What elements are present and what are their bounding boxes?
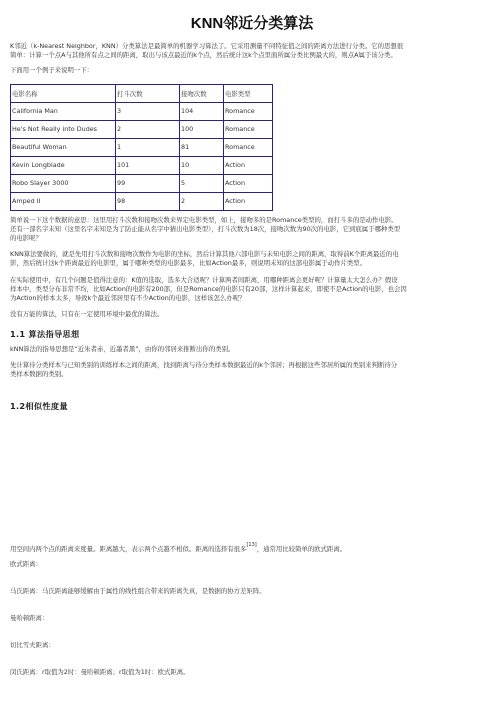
mahalanobis-label: 马氏距离：马氏距离能够缓解由于属性的线性组合带来的距离失真，是数据的协方差矩阵。	[10, 587, 266, 595]
similarity-paragraph	[10, 542, 347, 554]
similarity-text: 用空间内两个点的距离来度量。距离越大，表示两个点越不相似。距离的选择有很多	[10, 545, 247, 553]
table-row	[11, 102, 273, 120]
euclidean-label: 欧式距离：	[10, 560, 42, 568]
manhattan-label: 曼哈顿距离：	[10, 614, 49, 622]
table-row	[11, 120, 273, 138]
table-cell: Action	[224, 192, 273, 210]
table-cell: 100	[180, 120, 224, 138]
intro-line: K邻近（k-Nearest Neighbor，KNN）分类算法是最简单的机器学习算法了。它采用测量不同特征值之间的距离方法进行分类。它的思想很	[10, 42, 404, 50]
issues-line: 为Action的样本太多，导致k个最近邻居里有不少Action的电影，这样该怎么办呢？	[10, 294, 246, 303]
explain-paragraph	[10, 216, 494, 244]
explain-line: 简单说一下这个数据的意思：这里用打斗次数和接吻次数来界定电影类型，如上，接吻多的是Romance类型的，而打斗多的是动作电影。	[10, 215, 398, 224]
table-cell: Beautiful Woman	[11, 138, 116, 156]
table-cell: 10	[180, 156, 224, 174]
table-row	[11, 138, 273, 156]
table-cell: Action	[224, 156, 273, 174]
explain-line: 还有一部名字未知（这里名字未知是为了防止能从名字中猜出电影类型），打斗次数为18次，接吻次数为90次的电影，它到底属于哪种类型	[10, 224, 401, 233]
movie-table	[10, 84, 273, 211]
table-header-row	[11, 84, 273, 102]
table-cell: 1	[116, 138, 180, 156]
issues-line: 在实际使用中，有几个问题是值得注意的：K值的选取，选多大合适呢？计算两者间距离，用哪种距离会更好呢？计算量太大怎么办？假设	[10, 275, 398, 284]
table-cell: He's Not Really into Dudes	[11, 120, 116, 138]
similarity-text-end: ，通常用比较简单的欧式距离。	[256, 545, 347, 553]
table-cell: 104	[180, 102, 224, 120]
table-cell: Romance	[224, 138, 273, 156]
section1-paragraph-2	[10, 361, 494, 379]
table-cell: 99	[116, 174, 180, 192]
knn-task-line: 影，然后统计这k个距离最近的电影里，属于哪种类型的电影最多，比如Action最多，则说明未知的这部电影属于动作片类型。	[10, 259, 367, 268]
explain-line: 的电影呢？	[10, 234, 42, 243]
table-cell: 5	[180, 174, 224, 192]
table-cell: 2	[116, 120, 180, 138]
table-cell: Romance	[224, 102, 273, 120]
chebyshev-label: 切比雪夫距离：	[10, 641, 55, 649]
table-cell: 101	[116, 156, 180, 174]
page-title: KNN邻近分类算法	[190, 15, 314, 32]
table-cell: Romance	[224, 120, 273, 138]
knn-task-line: KNN算法要做的，就是先用打斗次数和接吻次数作为电影的坐标，然后计算其他六部电影与未知电影之间的距离，取得前K个距离最近的电	[10, 250, 399, 259]
knn-task-paragraph	[10, 250, 494, 268]
no-universal-paragraph: 没有万能的算法，只有在一定使用环境中最优的算法。	[10, 310, 164, 319]
table-cell: California Man	[11, 102, 116, 120]
table-cell: 3	[116, 102, 180, 120]
issues-line: 样本中，类型分布非常不均，比如Action的电影有200部，但是Romance的电影只有20部，这样计算起来，即使不是Action的电影，也会因	[10, 284, 407, 293]
table-cell: 81	[180, 138, 224, 156]
intro-paragraph	[10, 42, 494, 60]
table-cell: 2	[180, 192, 224, 210]
table-cell: Action	[224, 174, 273, 192]
section-heading-1-2: 1.2相似性度量	[10, 401, 68, 412]
table-cell: 98	[116, 192, 180, 210]
example-intro: 下面用一个例子来说明一下：	[10, 66, 94, 75]
issues-paragraph	[10, 276, 494, 304]
table-row	[11, 192, 273, 210]
table-row	[11, 156, 273, 174]
table-cell: Amped II	[11, 192, 116, 210]
table-header-cell: 电影名称	[11, 84, 116, 102]
minkowski-label: 闵氏距离：r取值为2时：曼哈顿距离；r取值为1时：欧式距离。	[10, 668, 190, 676]
citation-link[interactable]: [13]	[246, 542, 257, 548]
table-row	[11, 174, 273, 192]
table-header-cell: 打斗次数	[116, 84, 180, 102]
section1-paragraph: kNN算法的指导思想是“近朱者赤，近墨者黑”，由你的邻居来推断出你的类别。	[10, 345, 235, 354]
section1-line: 先计算待分类样本与已知类别的训练样本之间的距离，找到距离与待分类样本数据最近的k个邻居；再根据这些邻居所属的类别来判断待分	[10, 360, 398, 369]
table-cell: Kevin Longblade	[11, 156, 116, 174]
section-heading-1-1: 1.1 算法指导思想	[10, 329, 80, 340]
table-header-cell: 电影类型	[224, 84, 273, 102]
table-header-cell: 接吻次数	[180, 84, 224, 102]
section1-line: 类样本数据的类别。	[10, 369, 68, 378]
table-cell: Robo Slayer 3000	[11, 174, 116, 192]
intro-line: 简单：计算一个点A与其他所有点之间的距离，取出与该点最近的k个点，然后统计这k个点里面所属分类比例最大的，则点A属于该分类。	[10, 51, 397, 60]
